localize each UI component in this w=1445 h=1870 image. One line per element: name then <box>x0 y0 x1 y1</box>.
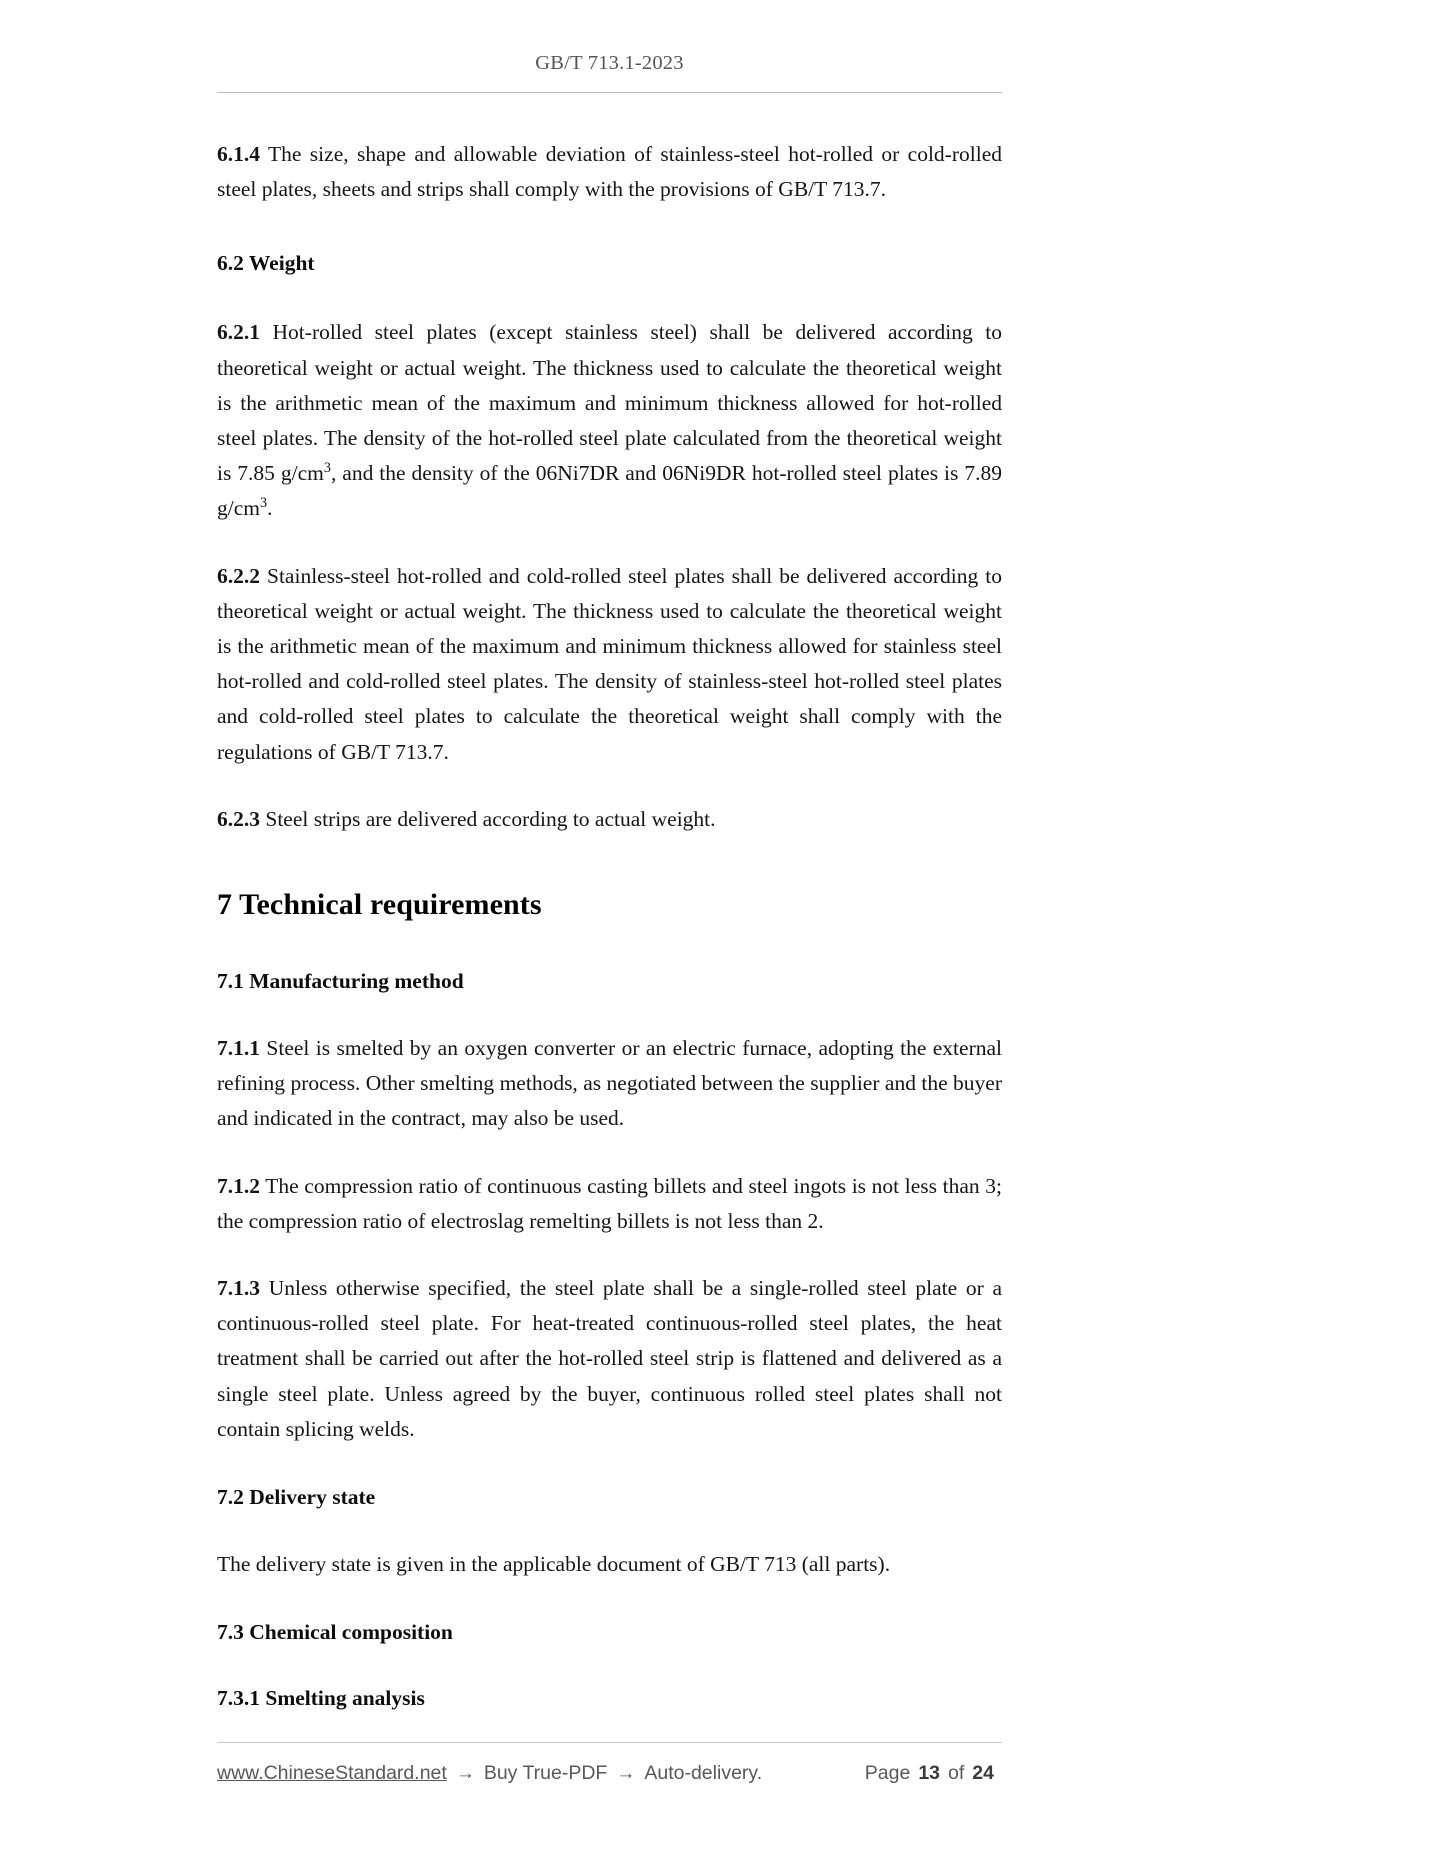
paragraph-7-1-2 <box>217 1169 1002 1239</box>
clause-number-6-1-4: 6.1.4 <box>217 142 260 166</box>
clause-number-6-2-1: 6.2.1 <box>217 320 260 345</box>
heading-7-2: 7.2 Delivery state <box>217 1485 376 1510</box>
clause-text-7-1-2: The compression ratio of continuous casting billets and steel ingots is not less than 3; the compression ratio of electroslag remelting billets is not less than 2. <box>217 1173 1002 1233</box>
clause-text-6-2-1-part2: , and the density of the 06Ni7DR and 06Ni9DR hot-rolled steel plates is 7.89 g/cm <box>217 461 1002 521</box>
footer-promo-auto-delivery: Auto-delivery. <box>644 1762 763 1784</box>
footer-promo-buy-true-pdf: Buy True-PDF <box>483 1762 608 1784</box>
footer-promo-group <box>217 1762 762 1785</box>
superscript-cubic-2: 3 <box>260 495 268 512</box>
page-content-column <box>217 0 1002 1714</box>
page-indicator <box>865 1762 1002 1785</box>
clause-text-7-1-1: Steel is smelted by an oxygen converter or an electric furnace, adopting the external refining process. Other smelting methods, as negotiated between the supplier and the buyer and indicated in the contract, may also be used. <box>217 1036 1002 1131</box>
paragraph-7-1-1 <box>217 1031 1002 1137</box>
paragraph-6-2-2 <box>217 559 1002 770</box>
paragraph-6-2-1 <box>217 315 1002 526</box>
clause-number-7-1-3: 7.1.3 <box>217 1276 260 1301</box>
clause-text-6-2-1-part3: . <box>267 496 273 521</box>
footer-divider <box>217 1742 1002 1743</box>
footer-site-link[interactable]: www.ChineseStandard.net <box>217 1762 447 1784</box>
clause-text-6-2-1-part1: Hot-rolled steel plates (except stainless steel) shall be delivered according to theoretical weight or actual weight. The thickness used to calculate the theoretical weight is the arithmetic mean of the maximum and minimum thickness allowed for hot-rolled steel plates. The density of the hot-rolled steel plate calculated from the theoretical weight is 7.85 g/cm <box>217 320 1002 486</box>
arrow-right-icon-1: → <box>455 1763 475 1784</box>
heading-7-3-1: 7.3.1 Smelting analysis <box>217 1686 425 1711</box>
clause-number-6-2-2: 6.2.2 <box>217 563 260 588</box>
clause-text-6-2-3: Steel strips are delivered according to actual weight. <box>260 806 716 831</box>
clause-text-6-2-2: Stainless-steel hot-rolled and cold-rolled steel plates shall be delivered according to theoretical weight or actual weight. The thickness used to calculate the theoretical weight is the arithmetic mean of the maximum and minimum thickness allowed for stainless steel hot-rolled and cold-rolled steel plates. The density of stainless-steel hot-rolled steel plates and cold-rolled steel plates to calculate the theoretical weight shall comply with the regulations of GB/T 713.7. <box>217 563 1002 764</box>
paragraph-7-1-3 <box>217 1271 1002 1447</box>
page-footer <box>217 1742 1002 1785</box>
superscript-cubic-1: 3 <box>323 460 331 477</box>
arrow-right-icon-2: → <box>616 1763 636 1784</box>
page-header <box>217 0 1002 75</box>
paragraph-6-2-3 <box>217 802 1002 837</box>
total-page-number: 24 <box>972 1762 994 1784</box>
clause-number-6-2-3: 6.2.3 <box>217 806 260 831</box>
heading-6-2: 6.2 Weight <box>217 251 315 276</box>
footer-row <box>217 1762 1002 1785</box>
paragraph-6-1-4 <box>217 137 1002 207</box>
page-of-label: of <box>948 1762 965 1784</box>
clause-text-6-1-4: The size, shape and allowable deviation of stainless-steel hot-rolled or cold-rolled steel plates, sheets and strips shall comply with the provisions of GB/T 713.7. <box>217 142 1002 202</box>
clause-number-7-1-1: 7.1.1 <box>217 1036 260 1061</box>
clause-text-7-1-3: Unless otherwise specified, the steel plate shall be a single-rolled steel plate or a continuous-rolled steel plate. For heat-treated continuous-rolled steel plates, the heat treatment shall be carried out after the hot-rolled steel strip is flattened and delivered as a single steel plate. Unless agreed by the buyer, continuous rolled steel plates shall not contain splicing welds. <box>217 1276 1002 1441</box>
heading-7-3: 7.3 Chemical composition <box>217 1620 453 1645</box>
current-page-number: 13 <box>918 1762 941 1784</box>
page-label: Page <box>864 1762 911 1784</box>
heading-7: 7 Technical requirements <box>217 888 542 922</box>
paragraph-7-2-body: The delivery state is given in the applicable document of GB/T 713 (all parts). <box>217 1552 891 1577</box>
heading-7-1: 7.1 Manufacturing method <box>217 969 464 994</box>
standard-code: GB/T 713.1-2023 <box>535 52 684 74</box>
clause-number-7-1-2: 7.1.2 <box>217 1173 260 1198</box>
